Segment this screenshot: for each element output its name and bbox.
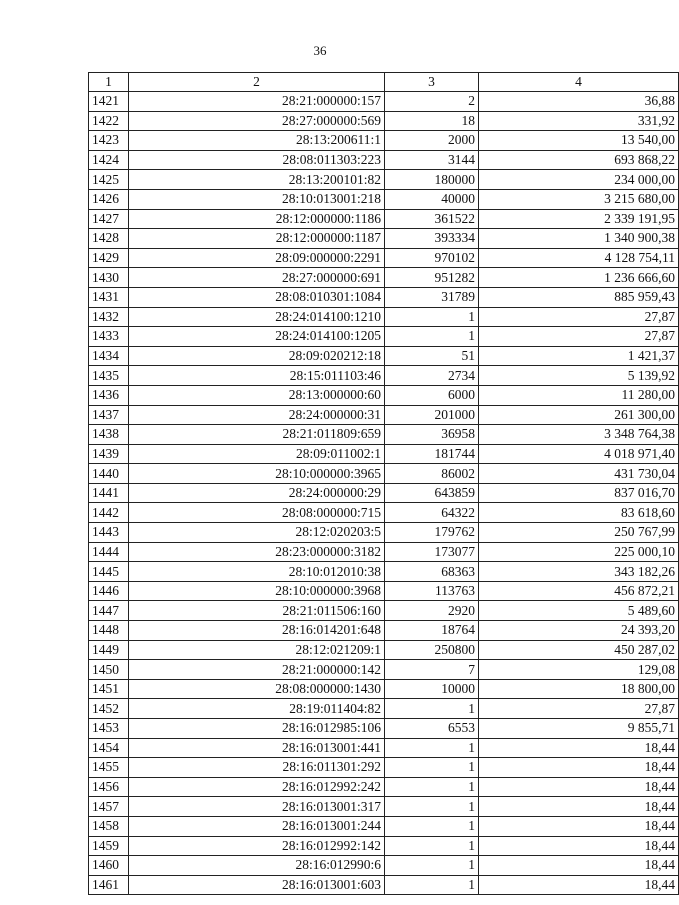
cadastral-number: 28:09:000000:2291: [129, 248, 385, 268]
table-row: [89, 111, 679, 131]
cost-value: 261 300,00: [479, 405, 679, 425]
cadastral-number: 28:10:000000:3968: [129, 581, 385, 601]
area-value: 1: [385, 836, 479, 856]
cost-value: 456 872,21: [479, 581, 679, 601]
cadastral-number: 28:12:000000:1187: [129, 229, 385, 249]
area-value: 173077: [385, 542, 479, 562]
cost-value: 450 287,02: [479, 640, 679, 660]
cadastral-number: 28:16:013001:441: [129, 738, 385, 758]
area-value: 1: [385, 307, 479, 327]
table-row: [89, 425, 679, 445]
cadastral-number: 28:21:000000:142: [129, 660, 385, 680]
cost-value: 885 959,43: [479, 287, 679, 307]
cadastral-number: 28:16:013001:603: [129, 875, 385, 895]
row-number: 1449: [89, 640, 129, 660]
area-value: 1: [385, 875, 479, 895]
cadastral-number: 28:27:000000:691: [129, 268, 385, 288]
row-number: 1445: [89, 562, 129, 582]
table-row: [89, 385, 679, 405]
area-value: 179762: [385, 523, 479, 543]
cadastral-number: 28:24:014100:1210: [129, 307, 385, 327]
table-row: [89, 640, 679, 660]
row-number: 1432: [89, 307, 129, 327]
row-number: 1421: [89, 92, 129, 112]
area-value: 250800: [385, 640, 479, 660]
area-value: 40000: [385, 189, 479, 209]
cost-value: 4 018 971,40: [479, 444, 679, 464]
row-number: 1461: [89, 875, 129, 895]
row-number: 1430: [89, 268, 129, 288]
cadastral-number: 28:08:011303:223: [129, 150, 385, 170]
cadastral-number: 28:12:000000:1186: [129, 209, 385, 229]
cadastral-number: 28:16:011301:292: [129, 758, 385, 778]
cost-value: 225 000,10: [479, 542, 679, 562]
cadastral-number: 28:10:012010:38: [129, 562, 385, 582]
table-row: [89, 542, 679, 562]
table-row: [89, 150, 679, 170]
cost-value: 129,08: [479, 660, 679, 680]
row-number: 1451: [89, 679, 129, 699]
column-header-3: 3: [385, 73, 479, 92]
row-number: 1436: [89, 385, 129, 405]
row-number: 1433: [89, 327, 129, 347]
cost-value: 24 393,20: [479, 621, 679, 641]
table-row: [89, 503, 679, 523]
row-number: 1446: [89, 581, 129, 601]
area-value: 181744: [385, 444, 479, 464]
table-row: [89, 719, 679, 739]
header-row: [89, 73, 679, 92]
area-value: 1: [385, 856, 479, 876]
table-row: [89, 327, 679, 347]
cadastral-number: 28:24:000000:29: [129, 483, 385, 503]
table-row: [89, 229, 679, 249]
area-value: 6553: [385, 719, 479, 739]
table-row: [89, 856, 679, 876]
cost-value: 18,44: [479, 758, 679, 778]
row-number: 1439: [89, 444, 129, 464]
cadastral-number: 28:09:020212:18: [129, 346, 385, 366]
cadastral-number: 28:16:014201:648: [129, 621, 385, 641]
area-value: 1: [385, 699, 479, 719]
cadastral-number: 28:08:000000:1430: [129, 679, 385, 699]
area-value: 18764: [385, 621, 479, 641]
row-number: 1431: [89, 287, 129, 307]
table-row: [89, 601, 679, 621]
cost-value: 18,44: [479, 836, 679, 856]
table-row: [89, 875, 679, 895]
row-number: 1454: [89, 738, 129, 758]
area-value: 51: [385, 346, 479, 366]
cadastral-number: 28:16:012985:106: [129, 719, 385, 739]
cadastral-number: 28:12:020203:5: [129, 523, 385, 543]
cadastral-number: 28:16:013001:317: [129, 797, 385, 817]
table-row: [89, 660, 679, 680]
cadastral-number: 28:08:000000:715: [129, 503, 385, 523]
area-value: 2920: [385, 601, 479, 621]
area-value: 643859: [385, 483, 479, 503]
cost-value: 18,44: [479, 875, 679, 895]
cost-value: 27,87: [479, 699, 679, 719]
table-row: [89, 699, 679, 719]
row-number: 1423: [89, 131, 129, 151]
table-row: [89, 248, 679, 268]
row-number: 1440: [89, 464, 129, 484]
row-number: 1448: [89, 621, 129, 641]
cost-value: 3 348 764,38: [479, 425, 679, 445]
cadastral-number: 28:21:011506:160: [129, 601, 385, 621]
area-value: 180000: [385, 170, 479, 190]
table-row: [89, 621, 679, 641]
row-number: 1455: [89, 758, 129, 778]
row-number: 1453: [89, 719, 129, 739]
table-row: [89, 836, 679, 856]
cost-value: 1 340 900,38: [479, 229, 679, 249]
cost-value: 18,44: [479, 738, 679, 758]
table-row: [89, 189, 679, 209]
row-number: 1441: [89, 483, 129, 503]
cost-value: 18,44: [479, 797, 679, 817]
cadastral-number: 28:16:012992:242: [129, 777, 385, 797]
cost-value: 1 421,37: [479, 346, 679, 366]
cost-value: 83 618,60: [479, 503, 679, 523]
column-header-4: 4: [479, 73, 679, 92]
table-row: [89, 444, 679, 464]
page-number: 36: [313, 43, 327, 58]
area-value: 3144: [385, 150, 479, 170]
area-value: 1: [385, 758, 479, 778]
row-number: 1428: [89, 229, 129, 249]
cadastral-number: 28:16:013001:244: [129, 816, 385, 836]
cadastral-number: 28:13:200101:82: [129, 170, 385, 190]
area-value: 86002: [385, 464, 479, 484]
row-number: 1424: [89, 150, 129, 170]
row-number: 1447: [89, 601, 129, 621]
cost-value: 3 215 680,00: [479, 189, 679, 209]
cost-value: 431 730,04: [479, 464, 679, 484]
area-value: 1: [385, 816, 479, 836]
cadastral-number: 28:24:000000:31: [129, 405, 385, 425]
area-value: 2734: [385, 366, 479, 386]
cadastral-number: 28:16:012990:6: [129, 856, 385, 876]
table-row: [89, 679, 679, 699]
cadastral-number: 28:19:011404:82: [129, 699, 385, 719]
cadastral-number: 28:21:011809:659: [129, 425, 385, 445]
area-value: 1: [385, 327, 479, 347]
area-value: 2000: [385, 131, 479, 151]
row-number: 1435: [89, 366, 129, 386]
row-number: 1437: [89, 405, 129, 425]
cost-value: 27,87: [479, 307, 679, 327]
table-row: [89, 307, 679, 327]
cost-value: 837 016,70: [479, 483, 679, 503]
table-row: [89, 287, 679, 307]
area-value: 6000: [385, 385, 479, 405]
area-value: 36958: [385, 425, 479, 445]
area-value: 1: [385, 777, 479, 797]
cadastral-number: 28:13:000000:60: [129, 385, 385, 405]
table-row: [89, 816, 679, 836]
cost-value: 11 280,00: [479, 385, 679, 405]
table-row: [89, 366, 679, 386]
cost-value: 27,87: [479, 327, 679, 347]
column-header-2: 2: [129, 73, 385, 92]
table-row: [89, 346, 679, 366]
area-value: 2: [385, 92, 479, 112]
cost-value: 5 489,60: [479, 601, 679, 621]
area-value: 68363: [385, 562, 479, 582]
cadastral-number: 28:08:010301:1084: [129, 287, 385, 307]
cadastral-number: 28:09:011002:1: [129, 444, 385, 464]
row-number: 1457: [89, 797, 129, 817]
area-value: 1: [385, 738, 479, 758]
row-number: 1425: [89, 170, 129, 190]
column-header-1: 1: [89, 73, 129, 92]
row-number: 1438: [89, 425, 129, 445]
row-number: 1450: [89, 660, 129, 680]
area-value: 18: [385, 111, 479, 131]
cadastral-number: 28:23:000000:3182: [129, 542, 385, 562]
registry-table: [88, 72, 679, 895]
cost-value: 234 000,00: [479, 170, 679, 190]
cadastral-number: 28:13:200611:1: [129, 131, 385, 151]
table-row: [89, 464, 679, 484]
table-row: [89, 797, 679, 817]
table-row: [89, 268, 679, 288]
cost-value: 1 236 666,60: [479, 268, 679, 288]
area-value: 31789: [385, 287, 479, 307]
cost-value: 18,44: [479, 816, 679, 836]
row-number: 1460: [89, 856, 129, 876]
cost-value: 18,44: [479, 856, 679, 876]
cadastral-number: 28:27:000000:569: [129, 111, 385, 131]
row-number: 1459: [89, 836, 129, 856]
row-number: 1452: [89, 699, 129, 719]
cadastral-number: 28:21:000000:157: [129, 92, 385, 112]
cost-value: 4 128 754,11: [479, 248, 679, 268]
cost-value: 13 540,00: [479, 131, 679, 151]
area-value: 7: [385, 660, 479, 680]
table-row: [89, 405, 679, 425]
table-row: [89, 562, 679, 582]
cost-value: 250 767,99: [479, 523, 679, 543]
cost-value: 2 339 191,95: [479, 209, 679, 229]
cost-value: 343 182,26: [479, 562, 679, 582]
row-number: 1442: [89, 503, 129, 523]
row-number: 1427: [89, 209, 129, 229]
cadastral-number: 28:10:000000:3965: [129, 464, 385, 484]
table-row: [89, 483, 679, 503]
row-number: 1426: [89, 189, 129, 209]
row-number: 1422: [89, 111, 129, 131]
cost-value: 331,92: [479, 111, 679, 131]
table-row: [89, 523, 679, 543]
table-header: [89, 73, 679, 92]
table-row: [89, 758, 679, 778]
cadastral-number: 28:24:014100:1205: [129, 327, 385, 347]
table-row: [89, 170, 679, 190]
table-row: [89, 131, 679, 151]
area-value: 10000: [385, 679, 479, 699]
table-row: [89, 209, 679, 229]
cadastral-number: 28:15:011103:46: [129, 366, 385, 386]
cadastral-number: 28:10:013001:218: [129, 189, 385, 209]
area-value: 64322: [385, 503, 479, 523]
area-value: 393334: [385, 229, 479, 249]
cadastral-number: 28:16:012992:142: [129, 836, 385, 856]
row-number: 1456: [89, 777, 129, 797]
table-row: [89, 777, 679, 797]
area-value: 201000: [385, 405, 479, 425]
cost-value: 18 800,00: [479, 679, 679, 699]
area-value: 361522: [385, 209, 479, 229]
cost-value: 9 855,71: [479, 719, 679, 739]
row-number: 1443: [89, 523, 129, 543]
cost-value: 693 868,22: [479, 150, 679, 170]
area-value: 951282: [385, 268, 479, 288]
table-body: [89, 92, 679, 895]
area-value: 970102: [385, 248, 479, 268]
cost-value: 36,88: [479, 92, 679, 112]
row-number: 1429: [89, 248, 129, 268]
cadastral-number: 28:12:021209:1: [129, 640, 385, 660]
table-row: [89, 581, 679, 601]
cost-value: 18,44: [479, 777, 679, 797]
area-value: 113763: [385, 581, 479, 601]
area-value: 1: [385, 797, 479, 817]
table-row: [89, 92, 679, 112]
table-row: [89, 738, 679, 758]
row-number: 1434: [89, 346, 129, 366]
row-number: 1444: [89, 542, 129, 562]
row-number: 1458: [89, 816, 129, 836]
cost-value: 5 139,92: [479, 366, 679, 386]
